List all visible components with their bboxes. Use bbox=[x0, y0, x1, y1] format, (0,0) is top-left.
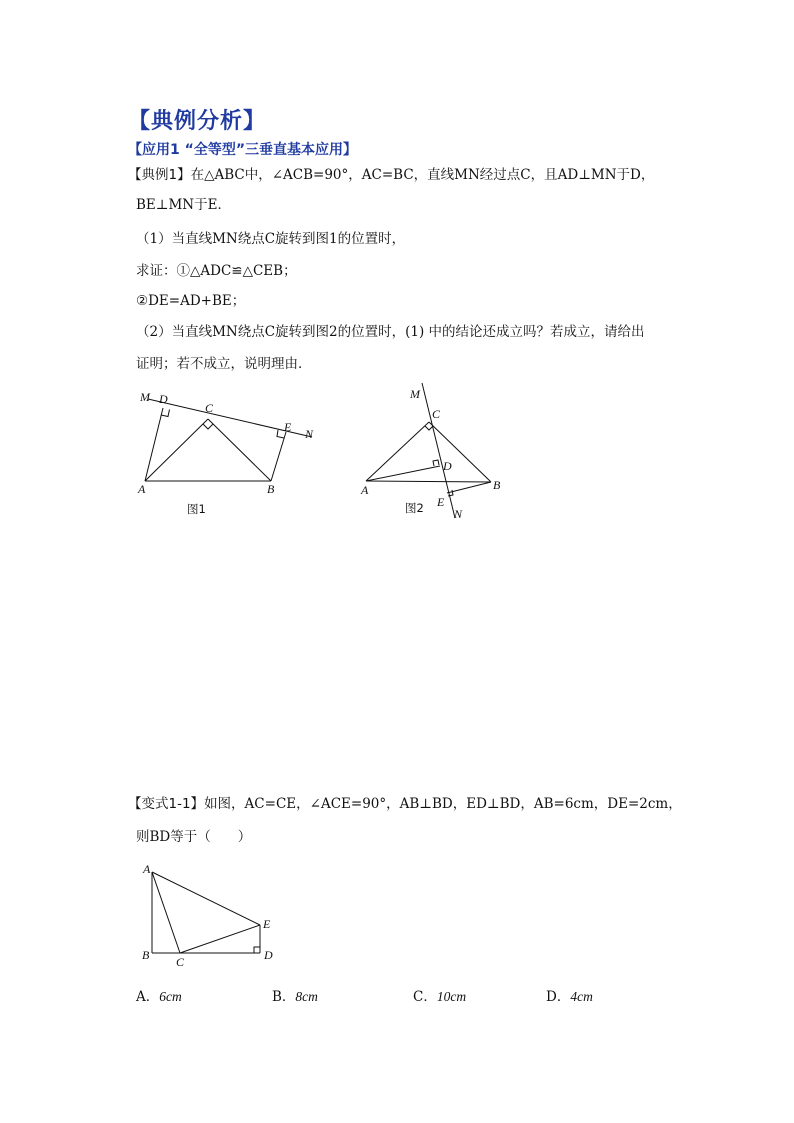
option-d[interactable] bbox=[546, 985, 593, 1005]
option-b[interactable] bbox=[272, 985, 318, 1005]
example-part-1: （1）当直线MN绕点C旋转到图1的位置时， bbox=[136, 231, 406, 247]
label-b: B bbox=[493, 478, 501, 492]
label-c: C bbox=[176, 955, 185, 969]
segment-cb bbox=[429, 422, 491, 482]
option-c-letter: C． bbox=[413, 989, 437, 1005]
example-text-1: 在△ABC中，∠ACB=90°，AC=BC，直线MN经过点C，且AD⊥MN于D， bbox=[190, 167, 655, 183]
label-e: E bbox=[437, 495, 445, 509]
example-line-1 bbox=[128, 166, 654, 184]
label-d: D bbox=[443, 459, 452, 473]
figure-2-caption: 图2 bbox=[405, 501, 424, 515]
example-part-2b: 证明；若不成立，说明理由． bbox=[136, 356, 312, 372]
right-angle-d bbox=[433, 460, 439, 466]
option-d-value: 4cm bbox=[570, 989, 593, 1004]
right-angle-c bbox=[203, 424, 213, 429]
segment-ce bbox=[180, 925, 260, 953]
option-b-value: 8cm bbox=[295, 989, 318, 1004]
figure-2 bbox=[355, 378, 515, 523]
figure-1 bbox=[130, 385, 335, 525]
label-c: C bbox=[432, 407, 441, 421]
option-c[interactable] bbox=[413, 985, 466, 1005]
option-d-letter: D． bbox=[546, 989, 571, 1005]
segment-be bbox=[447, 482, 491, 493]
example-part-2: （2）当直线MN绕点C旋转到图2的位置时，(1) 中的结论还成立吗？若成立，请给出 bbox=[136, 324, 645, 340]
label-a: A bbox=[138, 482, 146, 496]
option-b-letter: B． bbox=[272, 989, 296, 1005]
label-b: B bbox=[267, 482, 275, 496]
segment-ac bbox=[366, 422, 429, 481]
label-a: A bbox=[361, 483, 369, 497]
figure-1-caption: 图1 bbox=[187, 502, 206, 516]
segment-cb bbox=[208, 419, 271, 481]
right-angle-d bbox=[254, 947, 260, 953]
segment-ab bbox=[366, 481, 491, 482]
label-c: C bbox=[205, 401, 214, 415]
section-title: 【典例分析】 bbox=[128, 108, 267, 134]
option-a-letter: A． bbox=[136, 989, 160, 1005]
label-b: B bbox=[142, 948, 150, 962]
example-line-2: BE⊥MN于E． bbox=[136, 197, 231, 213]
option-c-value: 10cm bbox=[436, 989, 467, 1004]
label-d: D bbox=[264, 948, 273, 962]
segment-ad bbox=[145, 408, 163, 481]
segment-be bbox=[271, 432, 286, 481]
variant-line-1 bbox=[128, 795, 682, 813]
label-e: E bbox=[284, 420, 292, 434]
segment-ae bbox=[152, 872, 260, 925]
label-e: E bbox=[263, 917, 271, 931]
segment-ad bbox=[366, 466, 440, 481]
label-a: A bbox=[143, 862, 151, 876]
variant-figure bbox=[138, 858, 283, 970]
application-title: 【应用1 “全等型”三垂直基本应用】 bbox=[128, 142, 358, 158]
variant-text-1: 如图，AC=CE，∠ACE=90°，AB⊥BD，ED⊥BD，AB=6cm，DE=2cm， bbox=[204, 796, 682, 812]
variant-line-2: 则BD等于（ ） bbox=[136, 829, 252, 845]
option-a-value: 6cm bbox=[159, 989, 182, 1004]
option-a[interactable] bbox=[136, 985, 182, 1005]
label-n: N bbox=[454, 507, 463, 521]
example-prove-1: 求证：①△ADC≌△CEB； bbox=[136, 263, 297, 279]
right-angle-e bbox=[277, 430, 284, 438]
example-prove-2: ②DE=AD+BE； bbox=[136, 293, 246, 309]
example-tag: 【典例1】 bbox=[128, 167, 191, 183]
label-m: M bbox=[140, 390, 150, 404]
label-n: N bbox=[305, 427, 314, 441]
right-angle-c bbox=[425, 426, 433, 430]
segment-ac bbox=[145, 419, 208, 481]
variant-tag: 【变式1-1】 bbox=[128, 796, 205, 812]
label-m: M bbox=[410, 387, 420, 401]
label-d: D bbox=[159, 392, 168, 406]
